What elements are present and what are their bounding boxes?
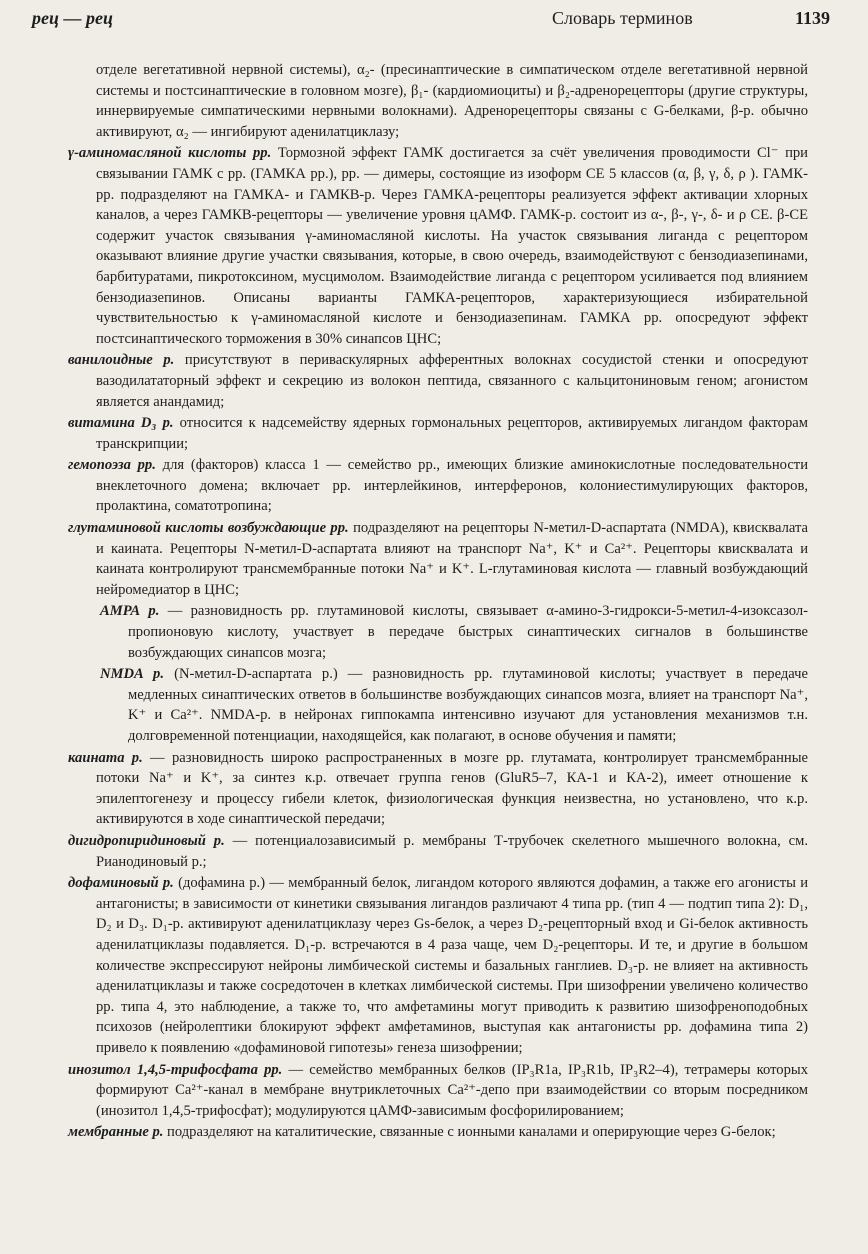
entry-text: — потенциалозависимый р. мембраны Т-трубочек скелетного мышечного волокна, см. Рианодиновый р.;	[96, 832, 809, 870]
entry-term: гемопоэза рр.	[68, 457, 156, 474]
entry-text: — разновидность широко распространенных в мозге рр. глутамата, контролирует трансмембранные потоки Na⁺ и K⁺, за синтез к.р. отвечает группа генов (GluR5–7, КА-1 и КА-2), имеет отношение к эпилептогенезу и процессу гибели клеток, физиологическая функция неизвестна, но установлено, что к.р. активируются в ходе синаптической передачи;	[96, 749, 808, 828]
page-content	[68, 60, 808, 1144]
entry-term: ванилоидные р.	[68, 352, 175, 369]
entry-text: для (факторов) класса 1 — семейство рр., имеющих близкие аминокислотные последовательности внеклеточного домена; включает рр. интерлейкинов, интерферонов, колониестимулирующих факторов, пролактина, соматотропина;	[96, 457, 808, 515]
entry-text: подразделяют на рецепторы N-метил-D-аспартата (NMDA), квисквалата и каината. Рецепторы N-метил-D-аспартата влияют на транспорт Na⁺, K⁺ и Ca²⁺. Рецепторы квисквалата и каината контролируют трансмембранные потоки Na⁺ и K⁺. L-глутаминовая кислота — главный возбуждающий нейромедиатор в ЦНС;	[96, 520, 809, 598]
running-head-left: рец — рец	[32, 8, 113, 28]
entry-term: витамина D₃ р.	[68, 415, 174, 432]
entry-continuation	[68, 60, 808, 142]
page-header	[32, 8, 830, 34]
entry-ampa-receptor	[68, 601, 808, 663]
entry-term: дофаминовый р.	[68, 875, 174, 892]
entry-term: АМРА р.	[100, 603, 160, 620]
entry-term: NMDA р.	[100, 666, 165, 683]
entry-text: (дофамина р.) — мембранный белок, лигандом которого являются дофамин, а также его агонисты и антагонисты; в зависимости от кинетики связывания лигандов различают 4 типа рр. (тип 4 — подтип типа 2): D₁, D₂ и D₃. D₁-р. активируют аденилатциклазу через Gs-белок, а через D₂-рецепторный вход и Gi-белок активность аденилатциклазы подавляется. D₁-р. встречаются в 4 раза чаще, чем D₂-рецепторы. И те, и другие в большом количестве экспрессируют нейроны лимбической системы и базальных ганглиев. D₃-р. не влияет на активность аденилатциклазы и также сосредоточен в клетках лимбической системы. При шизофрении увеличено количество рр. типа 4, это наблюдение, а также то, что амфетамины могут приводить к развитию шизофреноподобных психозов (нейролептики блокируют эффект амфетаминов, выступая как антагонисты рр. дофамина типа 2) привело к появлению «дофаминовой гипотезы» генеза шизофрении;	[96, 875, 808, 1056]
entry-term: мембранные р.	[68, 1124, 164, 1141]
entry-term: каината р.	[68, 749, 143, 766]
entry-text: относится к надсемейству ядерных гормональных рецепторов, активируемых лигандом факторам транскрипции;	[96, 415, 808, 452]
entry-term: инозитол 1,4,5-трифосфата рр.	[68, 1061, 283, 1078]
entry-membrane-receptors	[68, 1122, 808, 1143]
entry-text: отделе вегетативной нервной системы), α₂- (пресинаптические в симпатическом отделе вегетативной нервной системы и постсинаптические в головном мозге), β₁- (кардиомиоциты) и β₂-адренорецепторы (другие структуры, иннервируемые симпатическими нервными волокнами). Адренорецепторы связаны с G-белками, β-р. обычно активируют, α₂ — ингибируют аденилатциклазу;	[96, 62, 808, 140]
page-number: 1139	[794, 8, 830, 28]
entry-text: присутствуют в периваскулярных афферентных волокнах сосудистой стенки и опосредуют вазодилататорный эффект и секрецию из волокон пептида, связанного с кальцитониновым геном; агонистом является анандамид;	[96, 352, 808, 410]
entry-text: — разновидность рр. глутаминовой кислоты, связывает α-амино-3-гидрокси-5-метил-4-изоксазол-пропионовую кислоту, участвует в передаче быстрых синаптических сигналов в большинстве возбуждающих синапсов мозга;	[128, 603, 809, 661]
entry-term: дигидропиридиновый р.	[68, 832, 225, 849]
entry-hematopoiesis-receptors	[68, 455, 808, 517]
entry-term: глутаминовой кислоты возбуждающие рр.	[68, 520, 349, 537]
entry-text: — семейство мембранных белков (IP₃R1a, IP₃R1b, IP₃R2–4), тетрамеры которых формируют Ca²⁺-канал в мембране внутриклеточных Ca²⁺-депо при взаимодействии со вторым посредником (инозитол 1,4,5-трифосфат); модулируются цАМФ-зависимым фосфорилированием;	[96, 1061, 808, 1119]
running-head-title: Словарь терминов	[552, 8, 693, 28]
entry-text: (N-метил-D-аспартата р.) — разновидность рр. глутаминовой кислоты; участвует в передаче медленных синаптических ответов в большинстве возбуждающих синапсов мозга, влияет на транспорт Na⁺, K⁺ и Ca²⁺. NMDA-р. в нейронах гиппокампа интенсивно изучают для установления механизмов т.н. долговременной потенциации, находящейся, как полагают, в основе обучения и памяти;	[128, 666, 808, 744]
entry-term: γ-аминомасляной кислоты рр.	[68, 145, 272, 162]
entry-text: Тормозной эффект ГАМК достигается за счёт увеличения проводимости Cl⁻ при связывании ГАМК с рр. (ГАМКА рр.), рр. — димеры, состоящие из изоформ СЕ 5 классов (α, β, γ, δ, ρ ). ГАМК-рр. подразделяют на ГАМКА- и ГАМКВ-р. Через ГАМКА-рецепторы реализуется эффект активации хлорных каналов, а через ГАМКВ-рецепторы — увеличение уровня цАМФ. ГАМК-р. состоит из α-, β-, γ-, δ- и ρ СЕ. β-СЕ содержит участок связывания γ-аминомасляной кислоты. На участок связывания лиганда с рецептором оказывают влияние другие участки связывания, которые, в свою очередь, взаимодействуют с бензодиазепинами, барбитуратами, пикротоксином, мусцимолом. Взаимодействие лиганда с рецептором усиливается под влиянием бензодиазепинов. Описаны варианты ГАМКА-рецепторов, характеризующиеся избирательной чувствительностью к γ-аминомасляной кислоте и бензодиазепинам. ГАМКА рр. опосредуют эффект постсинаптического торможения в 30% синапсов ЦНС;	[96, 145, 808, 347]
entry-nmda-receptor	[68, 664, 808, 746]
entry-vanilloid-receptors	[68, 350, 808, 412]
entry-text: подразделяют на каталитические, связанные с ионными каналами и оперирующие через G-белок;	[163, 1124, 776, 1141]
entry-dihydropyridine-receptor	[68, 831, 808, 872]
entry-ip3-receptors	[68, 1060, 808, 1122]
entry-glutamate-receptors	[68, 518, 808, 600]
entry-gaba-receptors	[68, 143, 808, 349]
entry-dopamine-receptor	[68, 873, 808, 1058]
entry-vitamin-d3-receptor	[68, 413, 808, 454]
entry-kainate-receptor	[68, 748, 808, 830]
